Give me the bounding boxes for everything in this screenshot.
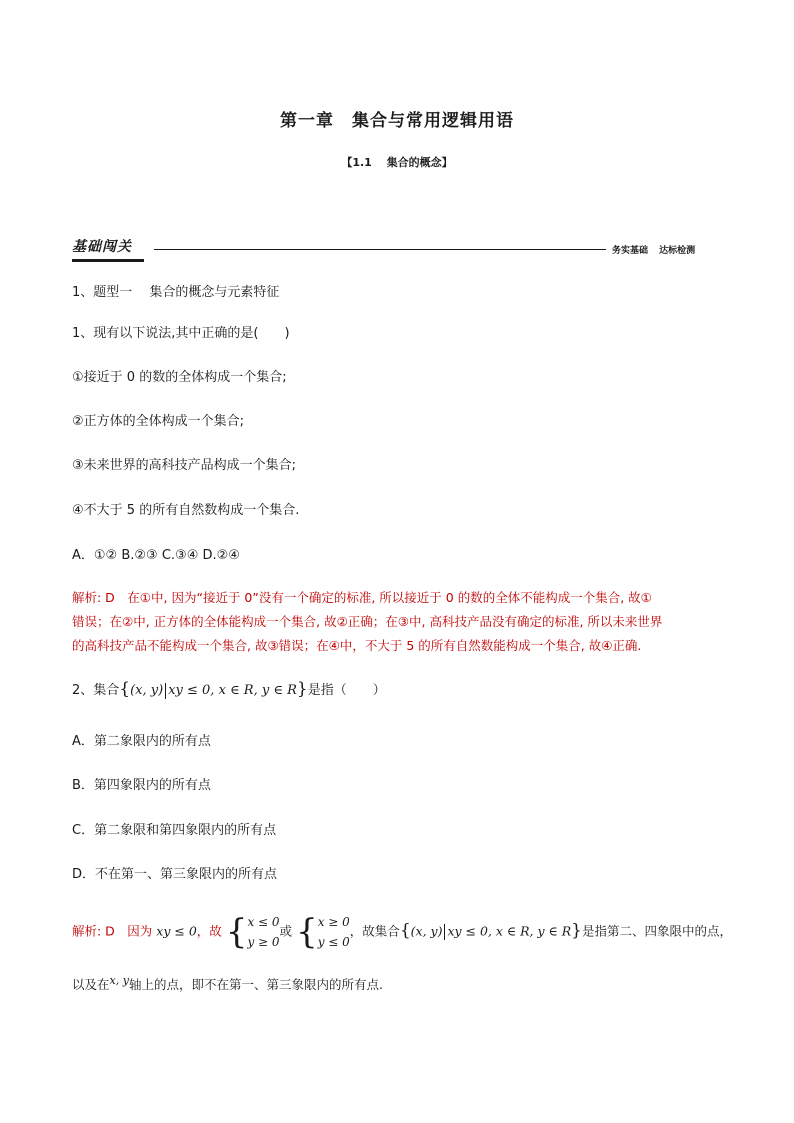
band-rule: [154, 249, 606, 250]
question-2-prefix: 2、集合: [72, 683, 120, 698]
question-1-solution-line-2: 错误；在②中, 正方体的全体能构成一个集合, 故②正确；在③中, 高科技产品没有确定的标准, 所以未来世界: [72, 614, 663, 629]
left-brace-symbol: {: [119, 679, 131, 699]
system-2-line-1: x ≥ 0: [317, 915, 350, 929]
system-2: [296, 912, 350, 952]
left-brace-symbol: {: [399, 920, 411, 941]
question-1-statement-4: ④不大于 5 的所有自然数构成一个集合.: [72, 503, 300, 518]
solution-axis-variables: x, y: [109, 974, 129, 987]
set-divider: [165, 683, 166, 699]
question-1-options: A．①② B.②③ C.③④ D.②④: [72, 548, 240, 563]
question-1-statement-1: ①接近于 0 的数的全体构成一个集合;: [72, 370, 287, 385]
system-1: [226, 912, 280, 952]
system-1-line-2: y ≥ 0: [247, 935, 280, 949]
chapter-title: 第一章 集合与常用逻辑用语: [280, 111, 514, 131]
question-2-solution-line-2: [72, 969, 732, 997]
solution-end: 是指第二、四象限中的点，: [582, 923, 733, 939]
system-2-line-2: y ≤ 0: [317, 935, 350, 949]
right-brace-symbol: }: [296, 679, 308, 699]
solution-line2-prefix: 以及在: [72, 977, 110, 993]
system-brace-symbol: {: [296, 912, 318, 952]
section-subtitle: 【1.1 集合的概念】: [341, 156, 453, 169]
set-condition: xy ≤ 0, x ∈ R, y ∈ R: [168, 683, 297, 698]
right-brace-symbol: }: [571, 920, 582, 941]
solution-set-condition: xy ≤ 0, x ∈ R, y ∈ R: [447, 923, 572, 939]
question-2-option-a: A．第二象限内的所有点: [72, 734, 211, 749]
band-right-label-1: 务实基础: [612, 246, 649, 256]
system-1-line-1: x ≤ 0: [247, 915, 280, 929]
question-1-solution-line-3: 的高科技产品不能构成一个集合, 故③错误；在④中，不大于 5 的所有自然数能构成一个集合, 故④正确.: [72, 638, 642, 653]
section-band: [72, 234, 722, 264]
solution-or: 或: [279, 923, 293, 939]
question-2-stem: [72, 678, 732, 702]
question-2-solution-line-1: [72, 912, 732, 952]
question-2-option-d: D．不在第一、第三象限内的所有点: [72, 867, 278, 882]
solution-prefix: 解析: D 因为: [72, 923, 153, 939]
band-right-label-2: 达标检测: [659, 246, 696, 256]
question-1-statement-2: ②正方体的全体构成一个集合;: [72, 414, 245, 429]
question-2-suffix: 是指（ ）: [307, 683, 386, 698]
solution-line2-suffix: 轴上的点，即不在第一、第三象限内的所有点.: [128, 977, 383, 993]
band-underline: [72, 259, 144, 262]
solution-set-element: (x, y): [410, 923, 443, 939]
band-left-label: 基础闯关: [72, 239, 132, 255]
question-2-option-c: C．第二象限和第四象限内的所有点: [72, 823, 277, 838]
solution-condition: xy ≤ 0: [156, 923, 197, 939]
band-right-label: [612, 243, 703, 256]
type-heading: 1、题型一 集合的概念与元素特征: [72, 285, 280, 300]
system-brace-symbol: {: [225, 912, 248, 952]
question-1-statement-3: ③未来世界的高科技产品构成一个集合;: [72, 458, 297, 473]
question-1-stem: 1、现有以下说法,其中正确的是( ): [72, 326, 290, 341]
set-divider: [444, 924, 445, 940]
set-element: (x, y): [130, 683, 164, 698]
question-1-solution-line-1: 解析: D 在①中, 因为“接近于 0”没有一个确定的标准, 所以接近于 0 的数的全体不能构成一个集合, 故①: [72, 590, 652, 605]
solution-gu: ，故: [196, 923, 222, 939]
solution-mid: ，故集合: [349, 923, 400, 939]
question-2-option-b: B．第四象限内的所有点: [72, 778, 211, 793]
